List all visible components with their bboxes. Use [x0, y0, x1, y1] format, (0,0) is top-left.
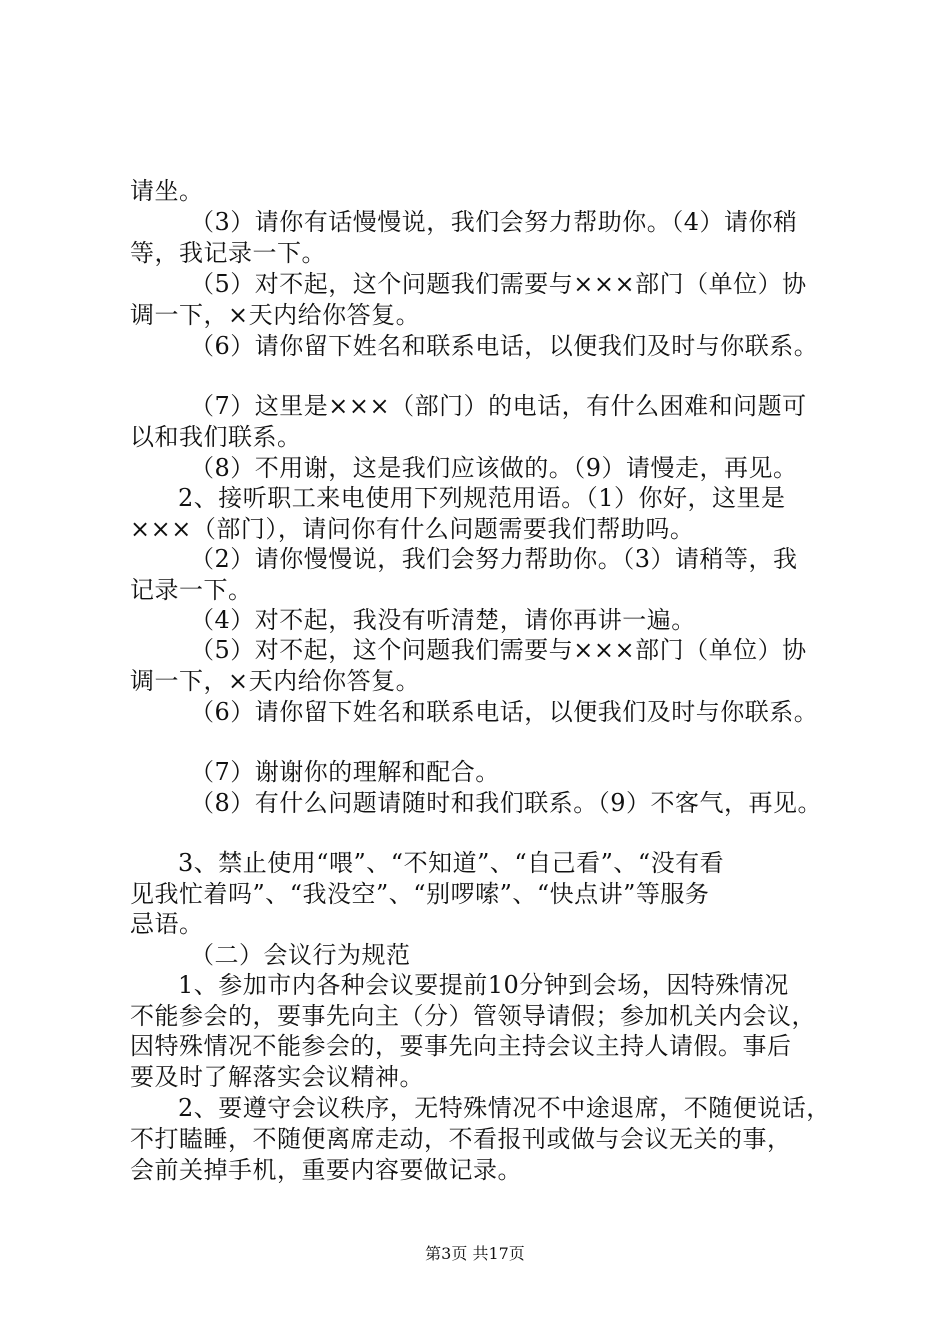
text-line: 会前关掉手机，重要内容要做记录。	[130, 1156, 522, 1184]
section-heading: （二）会议行为规范	[190, 941, 411, 969]
text-line: （4）对不起，我没有听清楚，请你再讲一遍。	[190, 606, 696, 634]
text-line: （3）请你有话慢慢说，我们会努力帮助你。（4）请你稍	[190, 208, 798, 236]
text-line: 请坐。	[130, 177, 204, 205]
text-line: 见我忙着吗”、“我没空”、“别啰嗦”、“快点讲”等服务	[130, 880, 710, 908]
text-line: （8）不用谢，这是我们应该做的。（9）请慢走，再见。	[190, 454, 798, 482]
text-line: 记录一下。	[130, 576, 253, 604]
text-line: 2、接听职工来电使用下列规范用语。（1）你好，这里是	[178, 484, 786, 512]
text-line: 调一下，×天内给你答复。	[130, 301, 421, 329]
text-line: 等，我记录一下。	[130, 239, 326, 267]
text-line: 不能参会的，要事先向主（分）管领导请假；参加机关内会议，	[130, 1002, 816, 1030]
text-line: （6）请你留下姓名和联系电话，以便我们及时与你联系。	[190, 698, 819, 726]
text-line: （7）这里是×××（部门）的电话，有什么困难和问题可	[190, 392, 807, 420]
text-line: 3、禁止使用“喂”、“不知道”、“自己看”、“没有看	[178, 849, 725, 877]
text-line: 1、参加市内各种会议要提前10分钟到会场，因特殊情况	[178, 971, 789, 999]
text-line: 要及时了解落实会议精神。	[130, 1063, 424, 1091]
text-line: ×××（部门），请问你有什么问题需要我们帮助吗。	[130, 515, 695, 543]
text-line: 2、要遵守会议秩序，无特殊情况不中途退席，不随便说话，	[178, 1094, 831, 1122]
text-line: （8）有什么问题请随时和我们联系。（9）不客气，再见。	[190, 789, 823, 817]
page-number-footer: 第3页 共17页	[425, 1244, 525, 1263]
text-line: 忌语。	[130, 910, 204, 938]
text-line: 调一下，×天内给你答复。	[130, 667, 421, 695]
text-line: 以和我们联系。	[130, 423, 302, 451]
text-line: （5）对不起，这个问题我们需要与×××部门（单位）协	[190, 636, 807, 664]
text-line: （6）请你留下姓名和联系电话，以便我们及时与你联系。	[190, 332, 819, 360]
text-line: （5）对不起，这个问题我们需要与×××部门（单位）协	[190, 270, 807, 298]
text-line: 因特殊情况不能参会的，要事先向主持会议主持人请假。事后	[130, 1032, 792, 1060]
text-line: （7）谢谢你的理解和配合。	[190, 758, 500, 786]
text-line: （2）请你慢慢说，我们会努力帮助你。（3）请稍等，我	[190, 545, 798, 573]
text-line: 不打瞌睡，不随便离席走动，不看报刊或做与会议无关的事，	[130, 1125, 792, 1153]
